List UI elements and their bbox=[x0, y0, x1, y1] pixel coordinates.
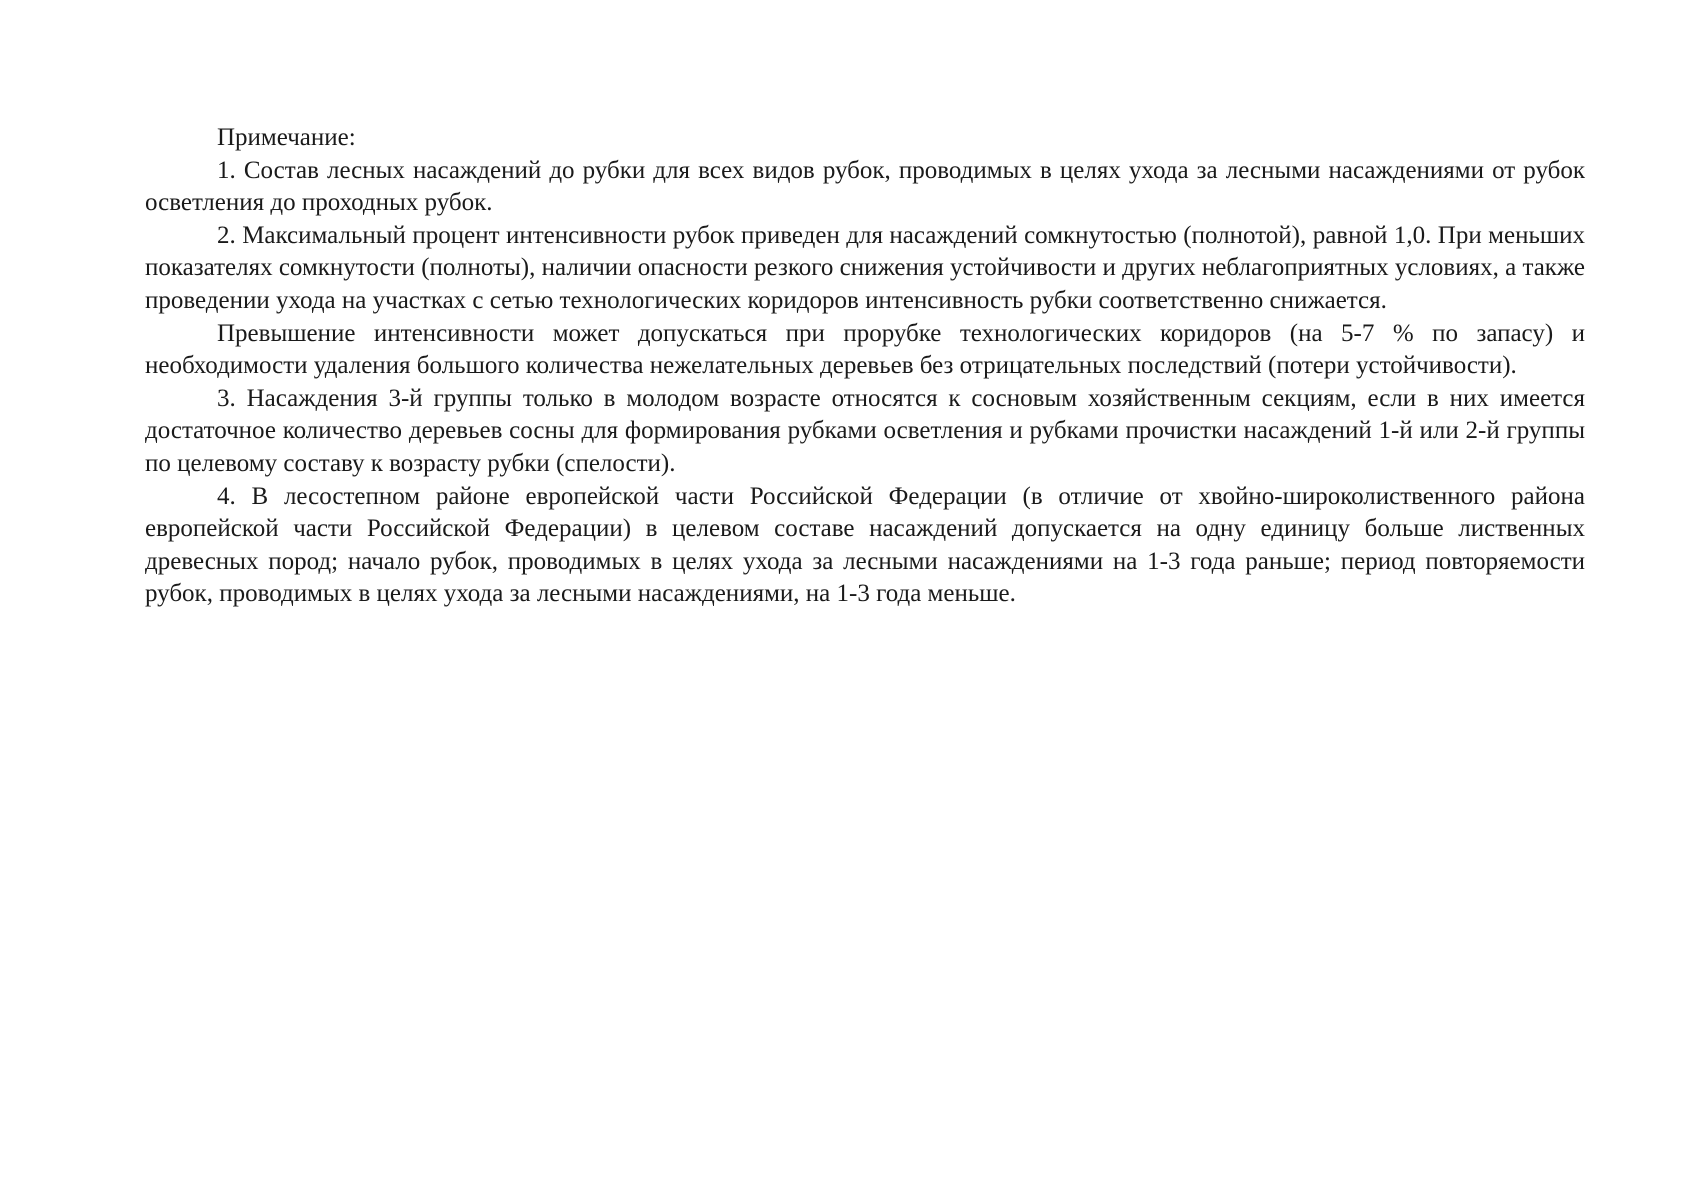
note-block bbox=[145, 122, 1585, 611]
note-item-4: 4. В лесостепном районе европейской части Российской Федерации (в отличие от хвойно-широколиственного района европейской части Российской Федерации) в целевом составе насаждений допускается на одну единицу больше лиственных древесных пород; начало рубок, проводимых в целях ухода за лесными насаждениями на 1-3 года раньше; период повторяемости рубок, проводимых в целях ухода за лесными насаждениями, на 1-3 года меньше. bbox=[145, 482, 1585, 608]
note-item-2-continuation: Превышение интенсивности может допускаться при прорубке технологических коридоров (на 5-7 % по запасу) и необходимости удаления большого количества нежелательных деревьев без отрицательных последствий (потери устойчивости). bbox=[145, 319, 1585, 380]
note-item-2: 2. Максимальный процент интенсивности рубок приведен для насаждений сомкнутостью (полнотой), равной 1,0. При меньших показателях сомкнутости (полноты), наличии опасности резкого снижения устойчивости и других неблагоприятных условиях, а также проведении ухода на участках с сетью технологических коридоров интенсивность рубки соответственно снижается. bbox=[145, 221, 1585, 314]
note-item-1: 1. Состав лесных насаждений до рубки для всех видов рубок, проводимых в целях ухода за лесными насаждениями от рубок осветления до проходных рубок. bbox=[145, 156, 1585, 217]
note-item-3: 3. Насаждения 3-й группы только в молодом возрасте относятся к сосновым хозяйственным секциям, если в них имеется достаточное количество деревьев сосны для формирования рубками осветления и рубками прочистки насаждений 1-й или 2-й группы по целевому составу к возрасту рубки (спелости). bbox=[145, 384, 1585, 477]
note-heading: Примечание: bbox=[217, 124, 356, 151]
